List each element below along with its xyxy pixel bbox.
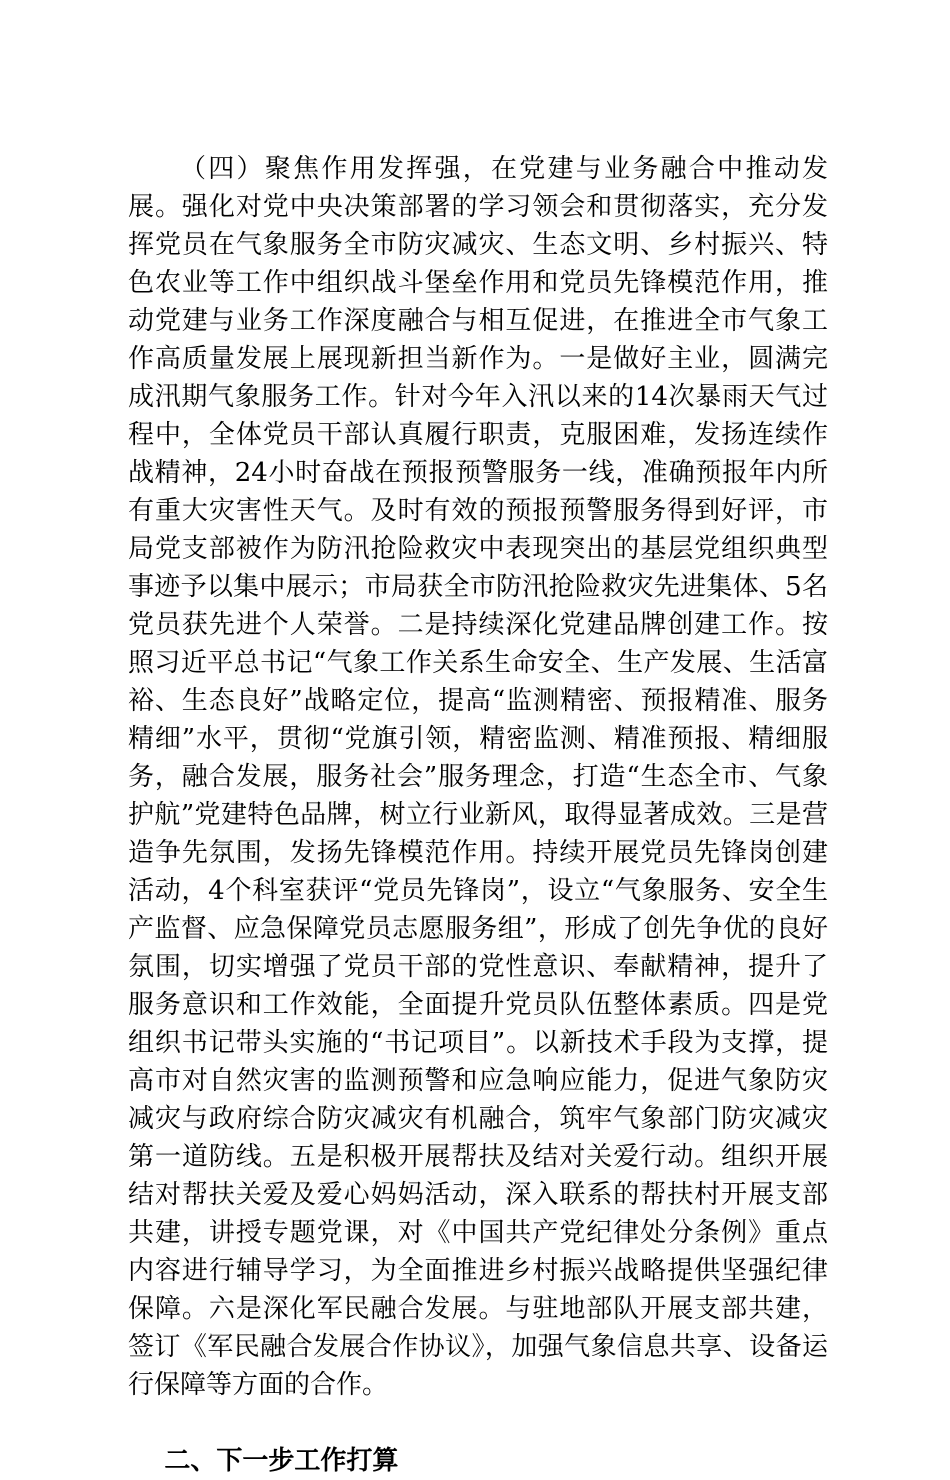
- document-page: [128, 150, 828, 1480]
- body-paragraph: （四）聚焦作用发挥强，在党建与业务融合中推动发展。强化对党中央决策部署的学习领会和贯彻落实，充分发挥党员在气象服务全市防灾减灾、生态文明、乡村振兴、特色农业等工作中组织战斗堡垒作用和党员先锋模范作用，推动党建与业务工作深度融合与相互促进，在推进全市气象工作高质量发展上展现新担当新作为。一是做好主业，圆满完成汛期气象服务工作。针对今年入汛以来的14次暴雨天气过程中，全体党员干部认真履行职责，克服困难，发扬连续作战精神，24小时奋战在预报预警服务一线，准确预报年内所有重大灾害性天气。及时有效的预报预警服务得到好评，市局党支部被作为防汛抢险救灾中表现突出的基层党组织典型事迹予以集中展示；市局获全市防汛抢险救灾先进集体、5名党员获先进个人荣誉。二是持续深化党建品牌创建工作。按照习近平总书记“气象工作关系生命安全、生产发展、生活富裕、生态良好”战略定位，提高“监测精密、预报精准、服务精细”水平，贯彻“党旗引领，精密监测、精准预报、精细服务，融合发展，服务社会”服务理念，打造“生态全市、气象护航”党建特色品牌，树立行业新风，取得显著成效。三是营造争先氛围，发扬先锋模范作用。持续开展党员先锋岗创建活动，4个科室获评“党员先锋岗”，设立“气象服务、安全生产监督、应急保障党员志愿服务组”，形成了创先争优的良好氛围，切实增强了党员干部的党性意识、奉献精神，提升了服务意识和工作效能，全面提升党员队伍整体素质。四是党组织书记带头实施的“书记项目”。以新技术手段为支撑，提高市对自然灾害的监测预警和应急响应能力，促进气象防灾减灾与政府综合防灾减灾有机融合，筑牢气象部门防灾减灾第一道防线。五是积极开展帮扶及结对关爱行动。组织开展结对帮扶关爱及爱心妈妈活动，深入联系的帮扶村开展支部共建，讲授专题党课，对《中国共产党纪律处分条例》重点内容进行辅导学习，为全面推进乡村振兴战略提供坚强纪律保障。六是深化军民融合发展。与驻地部队开展支部共建，签订《军民融合发展合作协议》，加强气象信息共享、设备运行保障等方面的合作。: [128, 154, 828, 1400]
- section-heading: 二、下一步工作打算: [164, 1446, 399, 1476]
